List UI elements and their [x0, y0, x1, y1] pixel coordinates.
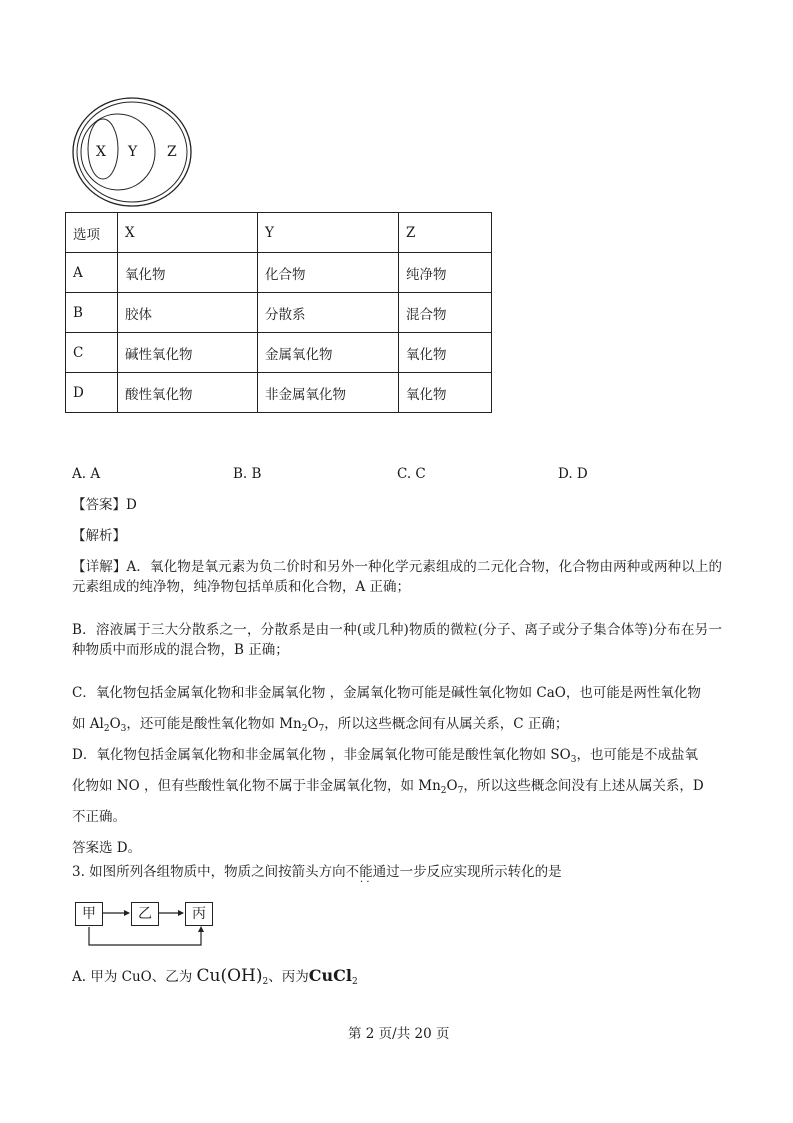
table-row — [66, 293, 492, 333]
detail-c-text: O — [109, 716, 121, 732]
options-table — [65, 212, 492, 413]
subscript: 3 — [120, 724, 127, 734]
analysis-heading: 【解析】 — [72, 528, 126, 544]
formula-cu: Cu — [196, 966, 221, 986]
question-3: 3. 如图所列各组物质中，物质之间按箭头方向不能通过一步反应实现所示转化的是 — [72, 864, 562, 880]
flow-box-jia: 甲 — [75, 902, 103, 926]
table-cell: 金属氧化物 — [258, 333, 399, 373]
flow-box-bing: 丙 — [185, 902, 213, 926]
answer-line: 【答案】D — [72, 497, 137, 513]
subscript: 2 — [440, 786, 447, 796]
choice-d[interactable]: D. D — [558, 466, 588, 482]
table-cell: 混合物 — [399, 293, 492, 333]
table-header-cell: Z — [399, 213, 492, 253]
flow-box-yi: 乙 — [131, 902, 159, 926]
table-cell: 化合物 — [258, 253, 399, 293]
subscript: 3 — [570, 755, 577, 765]
formula-cucl: CuCl — [308, 966, 352, 985]
page-footer: 第 2 页/共 20 页 — [348, 1026, 450, 1042]
choice-b[interactable]: B. B — [233, 466, 262, 482]
arrowhead-icon — [124, 910, 130, 916]
table-cell: A — [66, 253, 118, 293]
table-cell: 酸性氧化物 — [118, 373, 258, 413]
detail-d-line3: 不正确。 — [72, 809, 126, 825]
detail-c-text: 如 Al — [72, 716, 104, 732]
detail-c-line1: C．氧化物包括金属氧化物和非金属氧化物 ，金属氧化物可能是碱性氧化物如 CaO，也可能是两性氧化物 — [72, 685, 701, 701]
table-cell: 非金属氧化物 — [258, 373, 399, 413]
detail-b: B．溶液属于三大分散系之一，分散系是由一种(或几种)物质的微粒(分子、离子或分子集合体等)分布在另一种物质中而形成的混合物，B 正确； — [72, 622, 722, 658]
conclusion-line: 答案选 D。 — [72, 840, 142, 856]
table-header-row — [66, 213, 492, 253]
table-cell: 碱性氧化物 — [118, 333, 258, 373]
formula-oh: (OH) — [220, 966, 263, 986]
table-cell: 氧化物 — [399, 373, 492, 413]
q3-option-a[interactable] — [72, 966, 358, 992]
table-cell: 纯净物 — [399, 253, 492, 293]
table-row — [66, 333, 492, 373]
subscript: 7 — [318, 724, 325, 734]
subscript: 2 — [262, 977, 269, 987]
detail-c-text: ，所以这些概念间有从属关系，C 正确； — [324, 716, 569, 732]
subscript: 2 — [301, 724, 308, 734]
arrowhead-icon — [178, 910, 184, 916]
table-cell: 氧化物 — [399, 333, 492, 373]
venn-label-z: Z — [167, 144, 177, 160]
detail-d-text: O — [446, 778, 458, 794]
table-cell: 胶体 — [118, 293, 258, 333]
choice-a[interactable]: A. A — [72, 466, 101, 482]
table-cell: B — [66, 293, 118, 333]
table-row — [66, 253, 492, 293]
subscript: 7 — [457, 786, 464, 796]
detail-a: 【详解】A．氧化物是氧元素为负二价时和另外一种化学元素组成的二元化合物，化合物由两种或两种以上的元素组成的纯净物，纯净物包括单质和化合物，A 正确； — [72, 559, 722, 595]
q3-option-a-text: 、丙为 — [268, 969, 309, 985]
venn-label-x: X — [96, 144, 106, 160]
detail-c-text: O — [307, 716, 319, 732]
table-header-cell: 选项 — [66, 213, 118, 253]
table-header-cell: Y — [258, 213, 399, 253]
table-cell: 氧化物 — [118, 253, 258, 293]
detail-c-line2 — [72, 714, 722, 739]
q3-option-a-text: A. 甲为 CuO、乙为 — [72, 969, 193, 985]
detail-d-line1 — [72, 745, 722, 770]
emphasis-dots: · · — [360, 877, 370, 888]
detail-d-text: D．氧化物包括金属氧化物和非金属氧化物 ，非金属氧化物可能是酸性氧化物如 SO — [72, 747, 571, 763]
detail-d-text: ，也可能是不成盐氧 — [576, 747, 698, 763]
subscript: 2 — [351, 977, 358, 987]
choice-c[interactable]: C. C — [397, 466, 426, 482]
detail-d-text: ，所以这些概念间没有上述从属关系，D — [463, 778, 704, 794]
table-cell: 分散系 — [258, 293, 399, 333]
detail-d-line2 — [72, 776, 722, 801]
detail-d-text: 化物如 NO ，但有些酸性氧化物不属于非金属氧化物，如 Mn — [72, 778, 441, 794]
detail-c-text: ，还可能是酸性氧化物如 Mn — [126, 716, 302, 732]
arrow-jia-to-bing — [89, 927, 201, 945]
table-header-cell: X — [118, 213, 258, 253]
table-cell: D — [66, 373, 118, 413]
flow-arrows — [70, 900, 230, 950]
table-cell: C — [66, 333, 118, 373]
venn-label-y: Y — [128, 144, 138, 160]
table-row — [66, 373, 492, 413]
arrowhead-icon — [198, 926, 204, 932]
subscript: 2 — [103, 724, 110, 734]
